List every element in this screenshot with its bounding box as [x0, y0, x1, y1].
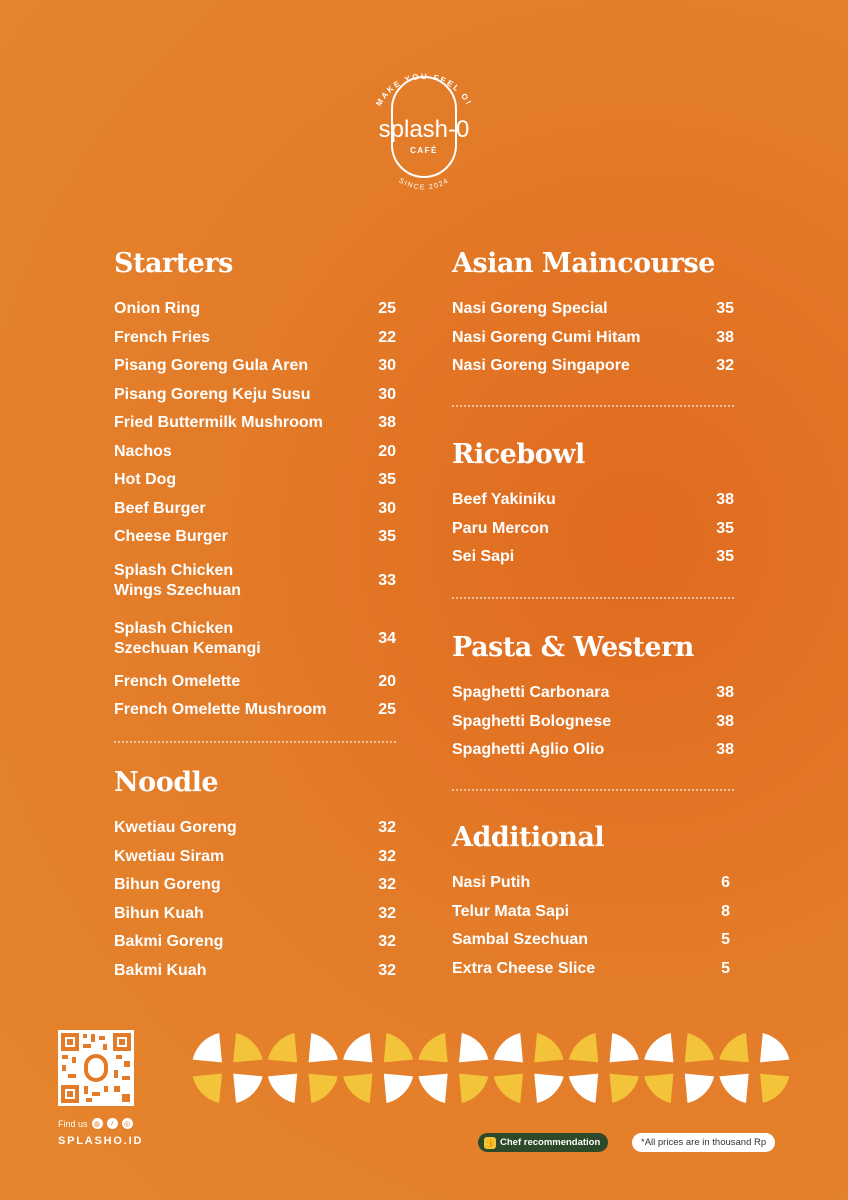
additional-section	[452, 822, 734, 983]
menu-item	[114, 610, 396, 668]
menu-item	[452, 708, 734, 737]
section-title: Additional	[452, 822, 605, 853]
item-name: Pisang Goreng Keju Susu	[114, 385, 311, 403]
citrus-segment	[343, 1033, 372, 1062]
menu-item	[114, 668, 396, 697]
item-price: 33	[378, 571, 396, 589]
menu-item	[452, 898, 730, 927]
item-name: Extra Cheese Slice	[452, 959, 596, 977]
item-name: Telur Mata Sapi	[452, 902, 570, 920]
noodle-list	[114, 814, 396, 985]
website-link[interactable]: SPLASHO.ID	[58, 1135, 144, 1147]
item-name: Kwetiau Siram	[114, 847, 225, 865]
item-name: Spaghetti Bolognese	[452, 712, 612, 730]
pasta-western-section	[452, 632, 734, 765]
qr-code-image	[58, 1030, 134, 1106]
asian-list	[452, 295, 734, 381]
citrus-segment	[233, 1033, 262, 1062]
menu-item	[114, 814, 396, 843]
item-price: 38	[716, 684, 734, 702]
section-title: Noodle	[114, 767, 219, 798]
item-price: 38	[716, 491, 734, 509]
citrus-segment	[384, 1074, 413, 1103]
chef-recommendation-badge	[478, 1133, 608, 1152]
logo-wordmark: splash-0	[378, 116, 470, 143]
citrus-segment	[268, 1033, 297, 1062]
item-name: Beef Burger	[114, 499, 206, 517]
citrus-segment	[494, 1074, 523, 1103]
citrus-segment	[309, 1033, 338, 1062]
menu-item	[114, 295, 396, 324]
item-price: 38	[716, 712, 734, 730]
section-title: Starters	[114, 248, 233, 279]
item-name: Nasi Putih	[452, 874, 531, 892]
item-name: Sei Sapi	[452, 548, 515, 566]
citrus-segment	[418, 1074, 447, 1103]
item-price: 32	[378, 819, 396, 837]
menu-item	[452, 515, 734, 544]
item-name: Spaghetti Carbonara	[452, 684, 610, 702]
menu-item	[114, 957, 396, 986]
item-name: Nasi Goreng Cumi Hitam	[452, 328, 641, 346]
citrus-segment	[685, 1033, 714, 1062]
item-price: 32	[716, 357, 734, 375]
menu-item	[114, 552, 396, 610]
citrus-segment	[569, 1033, 598, 1062]
logo-emblem	[354, 55, 494, 205]
item-name: Hot Dog	[114, 471, 177, 489]
menu-item	[452, 324, 734, 353]
menu-item	[114, 523, 396, 552]
item-price: 30	[378, 385, 396, 403]
find-us-label: Find us	[58, 1118, 88, 1129]
cafe-logo	[354, 55, 494, 205]
item-name: Bakmi Kuah	[114, 961, 207, 979]
citrus-segment	[459, 1033, 488, 1062]
item-name: Bihun Goreng	[114, 876, 221, 894]
noodle-section	[114, 767, 396, 985]
item-name: French Omelette Mushroom	[114, 701, 327, 719]
item-price: 35	[716, 519, 734, 537]
logo-cafe: CAFÉ	[410, 146, 438, 155]
item-name: Onion Ring	[114, 300, 201, 318]
item-name: Kwetiau Goreng	[114, 819, 237, 837]
item-price: 25	[378, 300, 396, 318]
menu-item	[452, 955, 730, 984]
item-name: Splash Chicken Wings Szechuan	[114, 561, 241, 599]
item-name: French Fries	[114, 328, 211, 346]
svg-text:SINCE 2024	[397, 177, 450, 191]
item-name: Sambal Szechuan	[452, 931, 589, 949]
item-price: 35	[716, 300, 734, 318]
menu-item	[452, 486, 734, 515]
item-price: 34	[378, 629, 396, 647]
item-name: Paru Mercon	[452, 519, 549, 537]
citrus-segment	[418, 1033, 447, 1062]
citrus-segment	[343, 1074, 372, 1103]
logo-since: SINCE 2024	[397, 177, 451, 192]
ricebowl-list	[452, 486, 734, 572]
citrus-segment	[534, 1074, 563, 1103]
item-price: 35	[716, 548, 734, 566]
price-note: *All prices are in thousand Rp	[632, 1133, 775, 1152]
citrus-segment	[268, 1074, 297, 1103]
item-name: Beef Yakiniku	[452, 491, 556, 509]
citrus-pattern-graphic	[190, 1028, 792, 1108]
item-name: Pisang Goreng Gula Aren	[114, 357, 309, 375]
item-price: 5	[721, 931, 730, 949]
citrus-segment	[384, 1033, 413, 1062]
citrus-segment	[494, 1033, 523, 1062]
citrus-segment	[760, 1074, 789, 1103]
citrus-segment	[309, 1074, 338, 1103]
citrus-segment	[719, 1074, 748, 1103]
item-name: Spaghetti Aglio Olio	[452, 741, 605, 759]
item-name: Nasi Goreng Singapore	[452, 357, 630, 375]
menu-item	[114, 843, 396, 872]
thumbs-up-icon: 👍	[484, 1137, 496, 1147]
citrus-segment	[685, 1074, 714, 1103]
additional-list	[452, 869, 734, 983]
menu-item	[452, 543, 734, 572]
menu-item	[114, 381, 396, 410]
section-title: Pasta & Western	[452, 632, 694, 663]
web-icon[interactable]: ◍	[92, 1118, 103, 1129]
decorative-pattern	[190, 1028, 792, 1108]
menu-item	[114, 438, 396, 467]
item-price: 32	[378, 933, 396, 951]
menu-item	[452, 352, 734, 381]
item-name: Nasi Goreng Special	[452, 300, 608, 318]
citrus-segment	[534, 1033, 563, 1062]
menu-item	[452, 679, 734, 708]
item-name: Splash Chicken Szechuan Kemangi	[114, 619, 261, 657]
section-divider	[452, 405, 734, 407]
section-divider	[114, 741, 396, 743]
section-divider	[452, 597, 734, 599]
citrus-segment	[569, 1074, 598, 1103]
section-divider	[452, 789, 734, 791]
find-us-row	[58, 1118, 133, 1129]
starters-section	[114, 248, 396, 725]
item-name: Bakmi Goreng	[114, 933, 224, 951]
item-price: 38	[716, 328, 734, 346]
item-price: 32	[378, 876, 396, 894]
tiktok-icon[interactable]: ♪	[107, 1118, 118, 1129]
logo-tagline: MAKE YOU FEEL O!	[374, 71, 474, 108]
menu-item	[114, 324, 396, 353]
section-title: Asian Maincourse	[452, 248, 715, 279]
item-name: French Omelette	[114, 672, 241, 690]
ricebowl-section	[452, 439, 734, 572]
item-price: 35	[378, 528, 396, 546]
item-price: 8	[721, 902, 730, 920]
menu-item	[114, 352, 396, 381]
menu-item	[114, 466, 396, 495]
item-name: Nachos	[114, 442, 172, 460]
citrus-segment	[644, 1074, 673, 1103]
citrus-segment	[610, 1033, 639, 1062]
item-price: 38	[716, 741, 734, 759]
item-price: 25	[378, 701, 396, 719]
item-name: Fried Buttermilk Mushroom	[114, 414, 323, 432]
citrus-segment	[644, 1033, 673, 1062]
instagram-icon[interactable]: ◎	[122, 1118, 133, 1129]
menu-item	[452, 926, 730, 955]
item-price: 5	[721, 959, 730, 977]
section-title: Ricebowl	[452, 439, 585, 470]
item-price: 30	[378, 357, 396, 375]
citrus-segment	[193, 1033, 222, 1062]
menu-item	[452, 295, 734, 324]
citrus-segment	[459, 1074, 488, 1103]
menu-item	[114, 928, 396, 957]
item-price: 6	[721, 874, 730, 892]
chef-badge-label: Chef recommendation	[500, 1137, 601, 1148]
qr-code[interactable]	[58, 1030, 134, 1106]
menu-item	[114, 871, 396, 900]
menu-item	[114, 900, 396, 929]
item-price: 32	[378, 961, 396, 979]
item-price: 35	[378, 471, 396, 489]
menu-item	[452, 736, 734, 765]
item-name: Bihun Kuah	[114, 904, 204, 922]
citrus-segment	[760, 1033, 789, 1062]
citrus-segment	[193, 1074, 222, 1103]
citrus-segment	[719, 1033, 748, 1062]
citrus-segment	[233, 1074, 262, 1103]
item-name: Cheese Burger	[114, 528, 228, 546]
menu-item	[452, 869, 730, 898]
item-price: 22	[378, 328, 396, 346]
pasta-list	[452, 679, 734, 765]
menu-item	[114, 696, 396, 725]
item-price: 32	[378, 904, 396, 922]
asian-maincourse-section	[452, 248, 734, 381]
menu-item	[114, 495, 396, 524]
item-price: 38	[378, 414, 396, 432]
menu-item	[114, 409, 396, 438]
item-price: 30	[378, 499, 396, 517]
citrus-segment	[610, 1074, 639, 1103]
item-price: 32	[378, 847, 396, 865]
item-price: 20	[378, 442, 396, 460]
item-price: 20	[378, 672, 396, 690]
starters-list	[114, 295, 396, 725]
